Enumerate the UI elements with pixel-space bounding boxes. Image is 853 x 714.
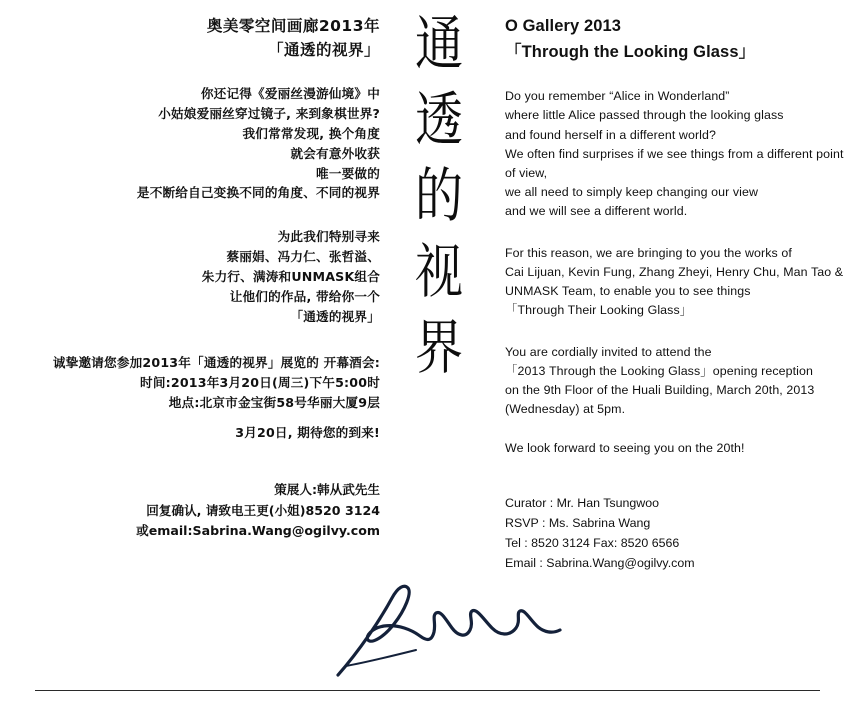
english-p3-line-3: on the 9th Floor of the Huali Building, March 20th, 2013 <box>505 382 815 397</box>
chinese-p2-line-5: 「通透的视界」 <box>290 308 380 324</box>
chinese-paragraph-2 <box>20 227 380 326</box>
chinese-event-details <box>20 353 380 443</box>
vertical-character-3: 的 <box>415 161 463 231</box>
chinese-p2-line-1: 为此我们特别寻来 <box>277 229 380 245</box>
english-p2-line-1: For this reason, we are bringing to you the works of <box>505 245 792 260</box>
english-paragraph-1 <box>505 87 845 222</box>
footer-divider <box>35 690 820 691</box>
english-p3-line-2: 「2013 Through the Looking Glass」opening reception <box>505 363 813 378</box>
english-title-line-1: O Gallery 2013 <box>505 17 622 35</box>
english-p2-line-2: Cai Lijuan, Kevin Fung, Zhang Zheyi, Henry Chu, Man Tao & <box>505 264 844 279</box>
chinese-contact <box>20 480 380 540</box>
chinese-p2-line-3: 朱力行、满涛和UNMASK组合 <box>201 269 380 285</box>
signature-icon <box>320 580 580 680</box>
signature-mark <box>320 580 580 680</box>
chinese-p3-spacer <box>20 413 380 423</box>
chinese-column <box>20 14 380 541</box>
chinese-title-line-2: 「通透的视界」 <box>267 41 380 60</box>
english-p3-line-1: You are cordially invited to attend the <box>505 344 712 359</box>
chinese-paragraph-1 <box>20 84 380 203</box>
english-column <box>505 14 845 573</box>
vertical-character-strip <box>404 6 474 386</box>
chinese-rsvp: 回复确认, 请致电王更(小姐)8520 3124 <box>146 502 380 518</box>
english-paragraph-2 <box>505 244 845 321</box>
english-title-line-2: 「Through the Looking Glass」 <box>505 42 756 61</box>
chinese-p3-line-1: 诚挚邀请您参加2013年「通透的视界」展览的 开幕酒会: <box>52 354 380 370</box>
chinese-p1-line-5: 唯一要做的 <box>316 165 380 181</box>
chinese-p3-line-3: 地点:北京市金宝街58号华丽大厦9层 <box>168 394 380 410</box>
english-p1-line-6: and we will see a different world. <box>505 204 688 219</box>
english-phone-fax: Tel : 8520 3124 Fax: 8520 6566 <box>505 535 680 550</box>
chinese-title-line-1: 奥美零空间画廊2013年 <box>206 17 380 35</box>
english-p3-line-4: (Wednesday) at 5pm. <box>505 402 626 417</box>
english-rsvp: RSVP : Ms. Sabrina Wang <box>505 515 651 530</box>
chinese-p2-line-2: 蔡丽娟、冯力仁、张哲溢、 <box>226 249 380 265</box>
chinese-p2-line-4: 让他们的作品, 带给你一个 <box>229 289 380 305</box>
english-p1-line-1: Do you remember “Alice in Wonderland” <box>505 89 730 104</box>
english-p1-line-3: and found herself in a different world? <box>505 127 717 142</box>
vertical-character-1: 通 <box>415 9 463 79</box>
english-p1-line-5: we all need to simply keep changing our view <box>505 185 759 200</box>
chinese-p1-line-3: 我们常常发现, 换个角度 <box>242 125 380 141</box>
english-contact <box>505 493 845 573</box>
english-p1-line-4: We often find surprises if we see things from a different point of view, <box>505 146 844 180</box>
english-p2-line-3: UNMASK Team, to enable you to see things <box>505 284 751 299</box>
chinese-curator: 策展人:韩从武先生 <box>274 482 380 498</box>
english-p2-line-4: 「Through Their Looking Glass」 <box>505 303 693 318</box>
english-p1-line-2: where little Alice passed through the looking glass <box>505 108 784 123</box>
chinese-email: 或email:Sabrina.Wang@ogilvy.com <box>136 522 380 538</box>
chinese-p3-line-5: 3月20日, 期待您的到来! <box>235 424 380 440</box>
chinese-p1-line-1: 你还记得《爱丽丝漫游仙境》中 <box>200 86 380 102</box>
chinese-p1-line-6: 是不断给自己变换不同的角度、不同的视界 <box>136 185 380 201</box>
vertical-character-2: 透 <box>415 85 463 155</box>
chinese-p1-line-4: 就会有意外收获 <box>290 145 380 161</box>
vertical-character-5: 界 <box>415 313 463 383</box>
english-curator: Curator : Mr. Han Tsungwoo <box>505 495 660 510</box>
chinese-p1-line-2: 小姑娘爱丽丝穿过镜子, 来到象棋世界? <box>158 105 380 121</box>
chinese-title <box>20 14 380 62</box>
english-email: Email : Sabrina.Wang@ogilvy.com <box>505 555 695 570</box>
chinese-p3-line-2: 时间:2013年3月20日(周三)下午5:00时 <box>140 374 380 390</box>
english-title <box>505 14 845 65</box>
vertical-character-4: 视 <box>415 237 463 307</box>
english-closing-line: We look forward to seeing you on the 20th! <box>505 441 745 456</box>
english-event-details <box>505 343 845 420</box>
